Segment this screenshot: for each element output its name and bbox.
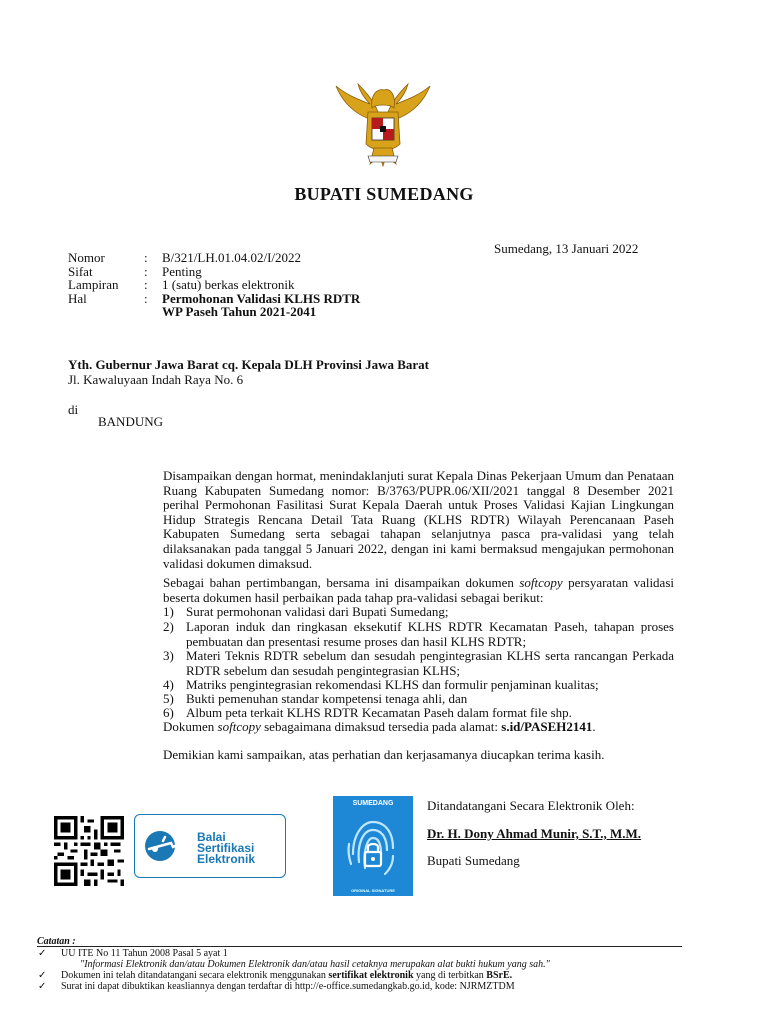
seal-title: SUMEDANG [352, 800, 394, 807]
signer-name: Dr. H. Dony Ahmad Munir, S.T., M.M. [427, 826, 642, 841]
signer-position: Bupati Sumedang [427, 853, 520, 868]
qr-code [54, 816, 124, 886]
softcopy-line [163, 720, 674, 735]
meta-sep: : [144, 250, 148, 265]
meta-value: WP Paseh Tahun 2021-2041 [162, 304, 317, 319]
bsre-logo [134, 814, 286, 878]
list-item [163, 649, 674, 678]
note-text: UU ITE No 11 Tahun 2008 Pasal 5 ayat 1 [61, 948, 228, 959]
note-item [38, 948, 228, 959]
note-text: Surat ini dapat dibuktikan keasliannya dengan terdaftar di http://e-office.sumedangkab.go.id, kode: NJRMZTDM [61, 981, 515, 992]
list-item [163, 605, 674, 620]
closing-paragraph: Demikian kami sampaikan, atas perhatian dan kerjasamanya diucapkan terima kasih. [163, 747, 605, 762]
certificate-icon [143, 829, 187, 863]
text-run: Dokumen [163, 719, 218, 734]
meta-label: Lampiran [68, 277, 119, 292]
list-number: 2) [163, 619, 174, 634]
text-run: . [592, 719, 596, 734]
note-text: "Informasi Elektronik dan/atau Dokumen Elektronik dan/atau hasil cetaknya merupakan alat bukti hukum yang sah." [80, 959, 550, 970]
list-number: 5) [163, 691, 174, 706]
note-item [80, 959, 550, 970]
note-bold: sertifikat elektronik [328, 970, 414, 981]
bsre-line2: Sertifikasi [197, 841, 255, 855]
note-item [38, 970, 512, 981]
notes-divider [37, 946, 682, 947]
list-text: Surat permohonan validasi dari Bupati Sumedang; [186, 604, 449, 619]
list-text: Bukti pemenuhan standar kompetensi tenaga ahli, dan [186, 691, 468, 706]
body-paragraph-1: Disampaikan dengan hormat, menindaklanjuti surat Kepala Dinas Pekerjaan Umum dan Penataan Ruang Kabupaten Sumedang nomor: B/3763/PUPR.06/XII/2021 tanggal 8 Desember 2021 perihal Permohonan Fasilitasi Surat Kepala Daerah untuk Proses Validasi Kajian Lingkungan Hidup Strategis Rencana Detail Tata Ruang (KLHS RDTR) Wilayah Perencanaan Paseh Kabupaten Sumedang serta sebagai tahapan selanjutnya pasca pra-validasi yang telah dilaksanakan pada tanggal 5 Januari 2022, dengan ini kami bermaksud mengajukan permohonan validasi dokumen dimaksud. [163, 468, 674, 571]
italic-run: softcopy [217, 719, 261, 734]
meta-label: Nomor [68, 250, 105, 265]
list-text: Matriks pengintegrasian rekomendasi KLHS dan formulir penjaminan kualitas; [186, 677, 599, 692]
letter-date: Sumedang, 13 Januari 2022 [494, 241, 639, 256]
bsre-line1: Balai [197, 830, 226, 844]
note-bold: BSrE. [486, 970, 513, 981]
text-run: persyaratan validasi beserta dokumen hasil perbaikan pada tahap pra-validasi sebagai berikut: [163, 575, 674, 605]
text-run: Sebagai bahan pertimbangan, bersama ini disampaikan dokumen [163, 575, 520, 590]
meta-value: Permohonan Validasi KLHS RDTR [162, 291, 361, 306]
meta-label: Hal [68, 291, 87, 306]
meta-hal-line2 [68, 305, 316, 319]
list-text: Materi Teknis RDTR sebelum dan sesudah pengintegrasian KLHS serta rancangan Perkada RDTR sebelum dan sesudah pengintegrasian KLHS; [186, 648, 674, 678]
note-text: Dokumen ini telah ditandatangani secara elektronik menggunakan [61, 970, 329, 981]
notes-header: Catatan : [37, 936, 76, 947]
list-item [163, 620, 674, 649]
list-number: 4) [163, 677, 174, 692]
recipient-city: BANDUNG [98, 414, 163, 429]
recipient: Yth. Gubernur Jawa Barat cq. Kepala DLH Provinsi Jawa Barat [68, 357, 430, 372]
fingerprint-lock-icon [343, 814, 403, 880]
body-paragraph-2 [163, 576, 674, 605]
recipient-street: Jl. Kawaluyaan Indah Raya No. 6 [68, 372, 244, 387]
text-run: sebagaimana dimaksud tersedia pada alamat: [260, 719, 502, 734]
seal-caption: ORIGINAL SIGNATURE [351, 888, 395, 893]
note-text: yang di terbitkan [413, 970, 487, 981]
signature-caption: Ditandatangani Secara Elektronik Oleh: [427, 798, 635, 813]
meta-value: B/321/LH.01.04.02/I/2022 [162, 250, 302, 265]
softcopy-link[interactable]: s.id/PASEH2141 [501, 719, 593, 734]
garuda-emblem-logo [330, 78, 436, 170]
check-icon: ✓ [38, 981, 47, 992]
bsre-line3: Elektronik [197, 852, 256, 866]
list-number: 1) [163, 604, 174, 619]
note-item [38, 981, 515, 992]
meta-label: Sifat [68, 264, 93, 279]
meta-nomor [68, 251, 301, 265]
meta-value: 1 (satu) berkas elektronik [162, 277, 295, 292]
list-number: 6) [163, 705, 174, 720]
meta-sep: : [144, 264, 148, 279]
letter-title: BUPATI SUMEDANG [294, 184, 474, 204]
meta-sep: : [144, 291, 148, 306]
italic-run: softcopy [519, 575, 563, 590]
check-icon: ✓ [38, 970, 47, 981]
meta-sep: : [144, 277, 148, 292]
list-number: 3) [163, 648, 174, 663]
meta-lampiran [68, 278, 294, 292]
meta-value: Penting [162, 264, 202, 279]
check-icon: ✓ [38, 948, 47, 959]
signature-seal [333, 796, 413, 896]
recipient-di: di [68, 402, 79, 417]
list-text: Album peta terkait KLHS RDTR Kecamatan Paseh dalam format file shp. [186, 705, 572, 720]
list-text: Laporan induk dan ringkasan eksekutif KLHS RDTR Kecamatan Paseh, tahapan proses pembuatan dan presentasi resume proses dan hasil KLHS RDTR; [186, 619, 674, 649]
